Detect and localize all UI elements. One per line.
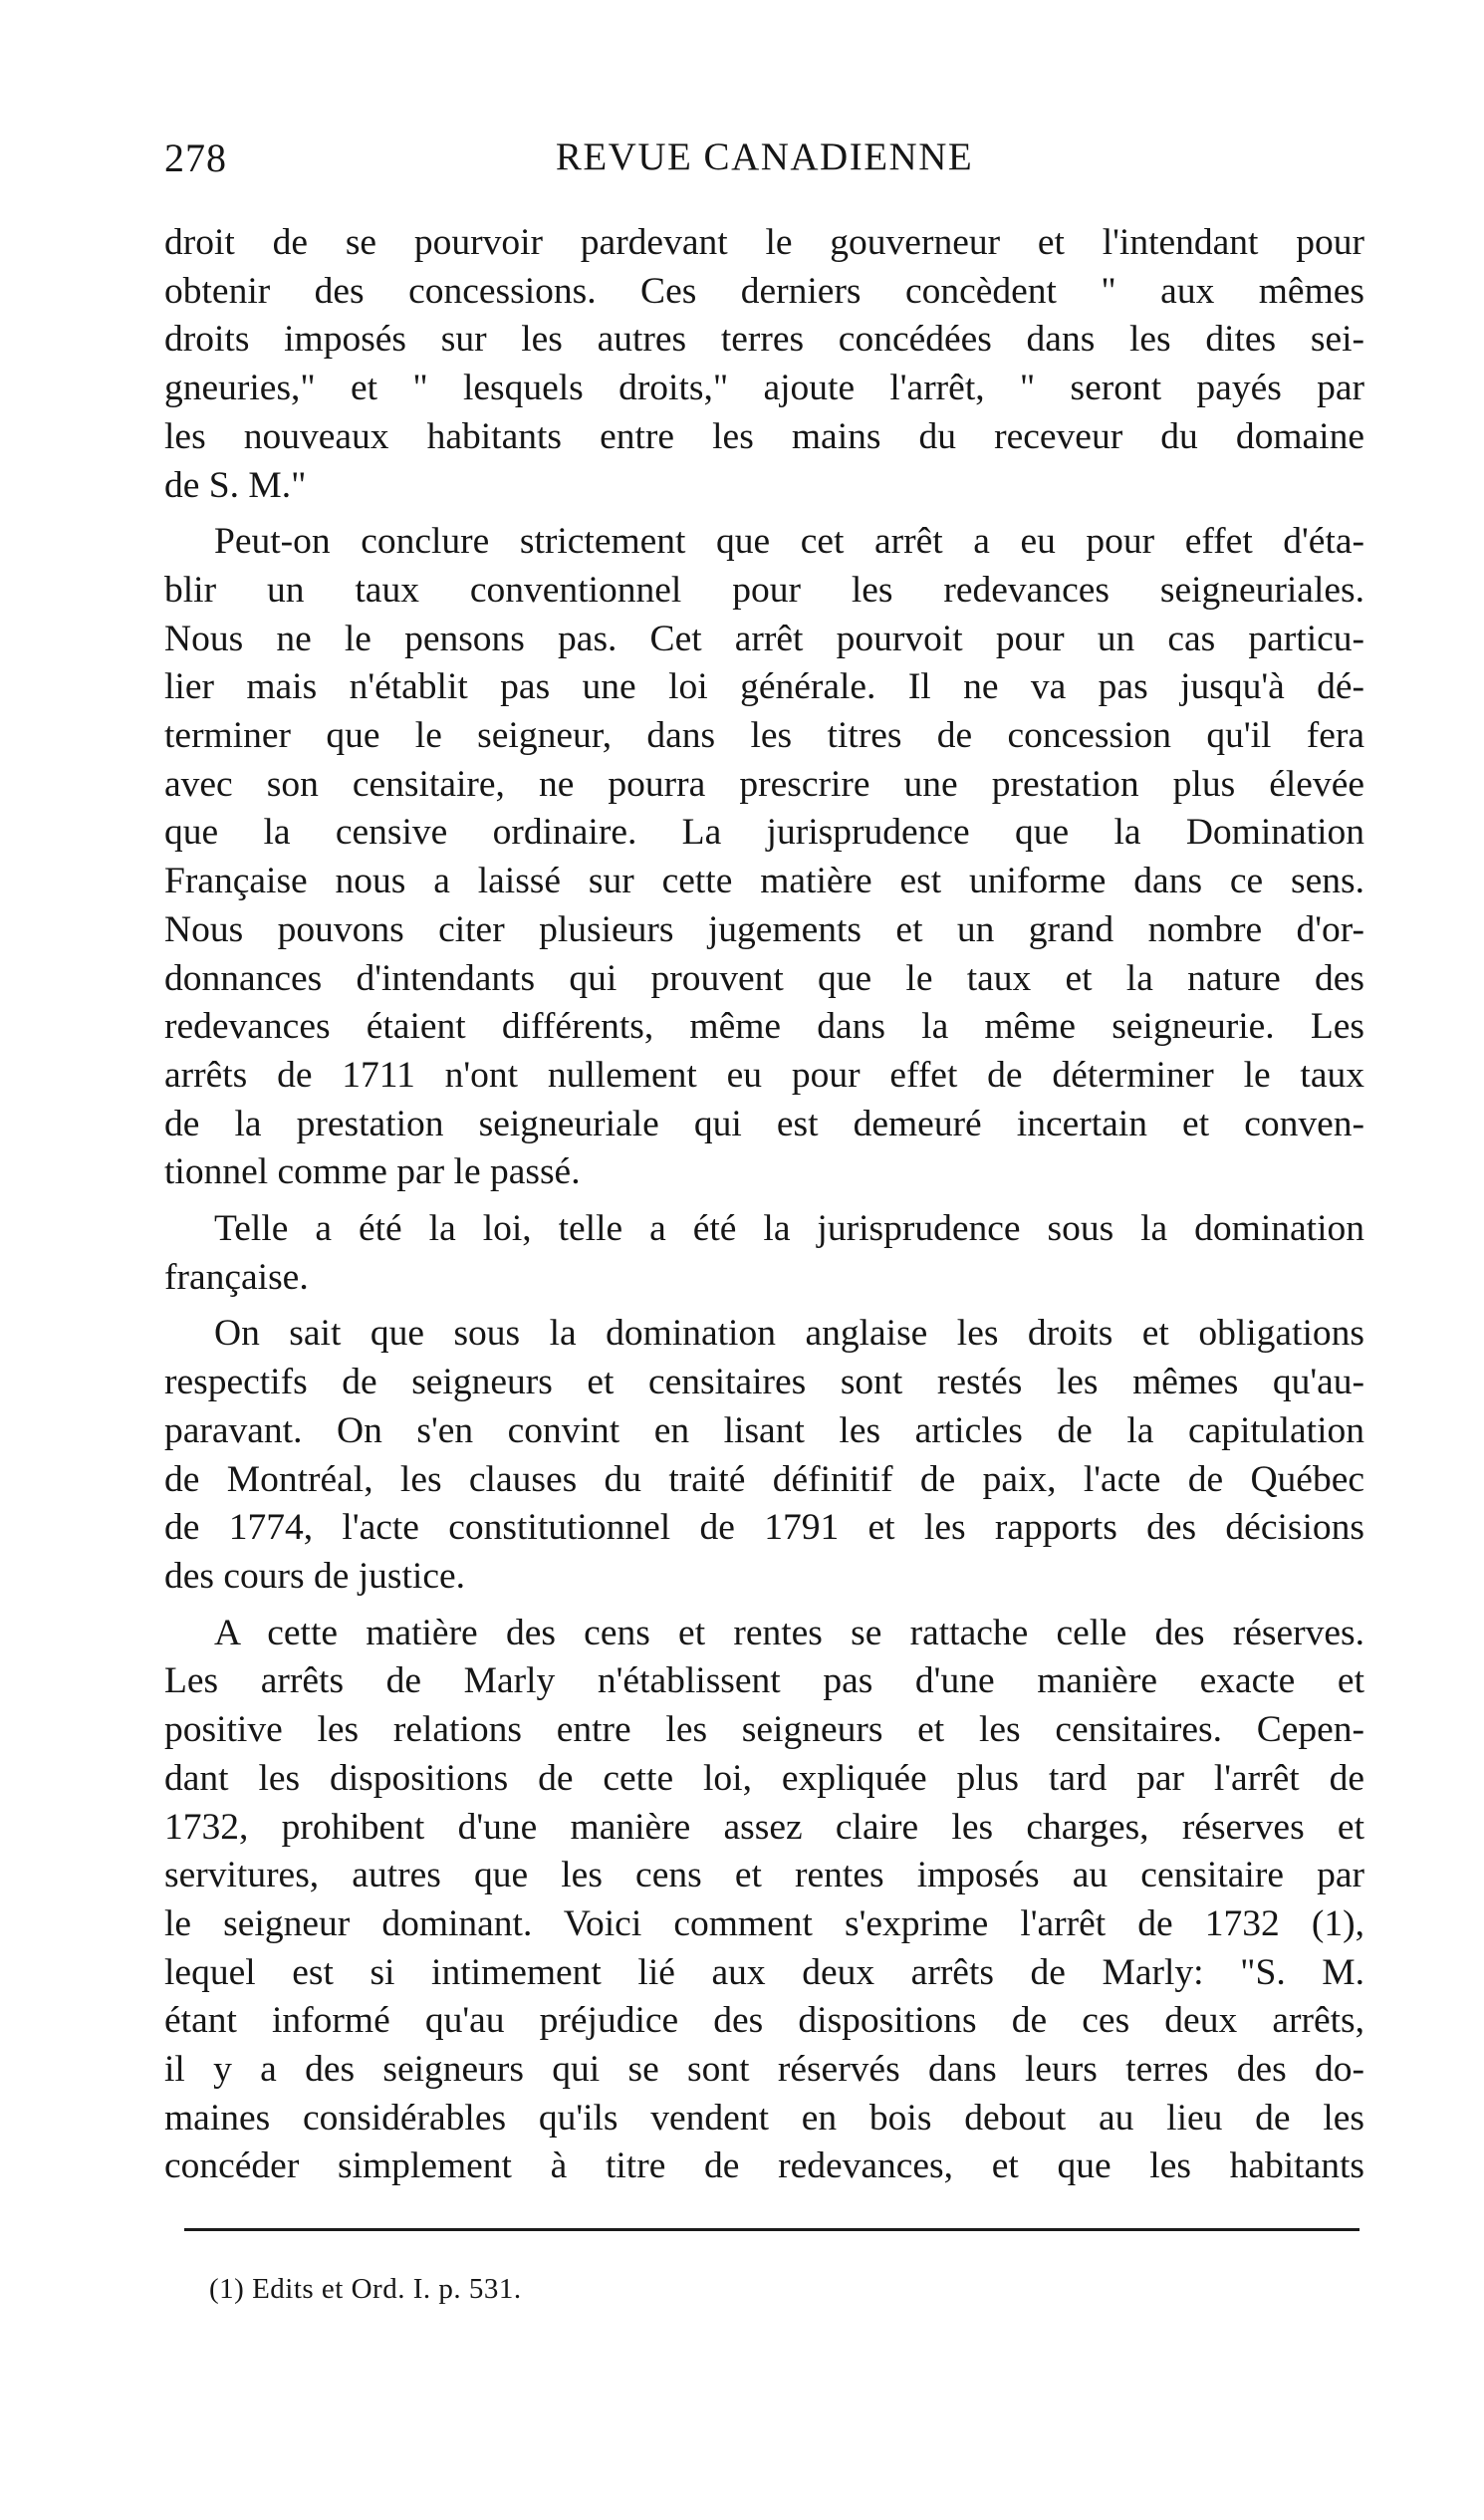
text-line: le seigneur dominant. Voici comment s'exprime l'arrêt de 1732 (1), (164, 1902, 1364, 1944)
paragraph (164, 219, 1364, 510)
text-line: tionnel comme par le passé. (164, 1151, 581, 1193)
text-line: que la censive ordinaire. La jurisprudence que la Domination (164, 812, 1364, 854)
text-line: de la prestation seigneuriale qui est demeuré incertain et conven- (164, 1103, 1364, 1144)
journal-title: REVUE CANADIENNE (555, 135, 974, 178)
text-line: maines considérables qu'ils vendent en bois debout au lieu de les (164, 2097, 1364, 2139)
text-line: obtenir des concessions. Ces derniers concèdent " aux mêmes (164, 270, 1364, 312)
page-number: 278 (164, 135, 227, 180)
text-line: paravant. On s'en convint en lisant les articles de la capitulation (164, 1409, 1364, 1451)
text-line: avec son censitaire, ne pourra prescrire une prestation plus élevée (164, 763, 1364, 805)
text-line: positive les relations entre les seigneurs et les censitaires. Cepen- (164, 1709, 1364, 1751)
text-line: 1732, prohibent d'une manière assez claire les charges, réserves et (164, 1806, 1364, 1848)
text-line: A cette matière des cens et rentes se rattache celle des réserves. (214, 1612, 1364, 1653)
text-line: Les arrêts de Marly n'établissent pas d'une manière exacte et (164, 1660, 1364, 1702)
footnote: (1) Edits et Ord. I. p. 531. (209, 2273, 522, 2305)
text-line: les nouveaux habitants entre les mains du receveur du domaine (164, 415, 1364, 457)
paragraph (164, 1310, 1364, 1601)
text-line: donnances d'intendants qui prouvent que le taux et la nature des (164, 957, 1364, 999)
text-line: terminer que le seigneur, dans les titres de concession qu'il fera (164, 715, 1364, 757)
text-line: lequel est si intimement lié aux deux arrêts de Marly: "S. M. (164, 1951, 1364, 1993)
text-line: arrêts de 1711 n'ont nullement eu pour effet de déterminer le taux (164, 1054, 1364, 1096)
paragraph (164, 1205, 1364, 1302)
text-line: de 1774, l'acte constitutionnel de 1791 et les rapports des décisions (164, 1507, 1364, 1549)
paragraph (164, 1610, 1364, 2191)
text-line: Telle a été la loi, telle a été la jurisprudence sous la domination (214, 1208, 1364, 1250)
text-line: il y a des seigneurs qui se sont réservés dans leurs terres des do- (164, 2049, 1364, 2091)
text-line: étant informé qu'au préjudice des dispositions de ces deux arrêts, (164, 2000, 1364, 2042)
text-line: gneuries," et " lesquels droits," ajoute l'arrêt, " seront payés par (164, 368, 1364, 409)
text-line: Française nous a laissé sur cette matière est uniforme dans ce sens. (164, 861, 1364, 902)
running-head (164, 134, 1364, 194)
paragraph (164, 518, 1364, 1197)
text-line: Peut-on conclure strictement que cet arrêt a eu pour effet d'éta- (214, 521, 1364, 563)
text-line: concéder simplement à titre de redevances, et que les habitants (164, 2145, 1364, 2187)
text-line: de S. M." (164, 464, 307, 506)
text-line: dant les dispositions de cette loi, expliquée plus tard par l'arrêt de (164, 1757, 1364, 1799)
text-line: servitures, autres que les cens et rentes imposés au censitaire par (164, 1855, 1364, 1896)
text-line: blir un taux conventionnel pour les redevances seigneuriales. (164, 569, 1364, 611)
text-line: de Montréal, les clauses du traité définitif de paix, l'acte de Québec (164, 1458, 1364, 1500)
text-line: des cours de justice. (164, 1555, 465, 1597)
text-line: On sait que sous la domination anglaise les droits et obligations (214, 1313, 1364, 1355)
body-text (164, 219, 1364, 2199)
text-line: Nous pouvons citer plusieurs jugements et un grand nombre d'or- (164, 908, 1364, 950)
text-line: lier mais n'établit pas une loi générale. Il ne va pas jusqu'à dé- (164, 666, 1364, 708)
text-line: redevances étaient différents, même dans la même seigneurie. Les (164, 1006, 1364, 1048)
text-line: droits imposés sur les autres terres concédées dans les dites sei- (164, 319, 1364, 361)
text-line: respectifs de seigneurs et censitaires sont restés les mêmes qu'au- (164, 1362, 1364, 1403)
text-line: française. (164, 1256, 309, 1298)
text-line: droit de se pourvoir pardevant le gouverneur et l'intendant pour (164, 222, 1364, 263)
footnote-rule (184, 2228, 1360, 2231)
text-line: Nous ne le pensons pas. Cet arrêt pourvoit pour un cas particu- (164, 618, 1364, 659)
